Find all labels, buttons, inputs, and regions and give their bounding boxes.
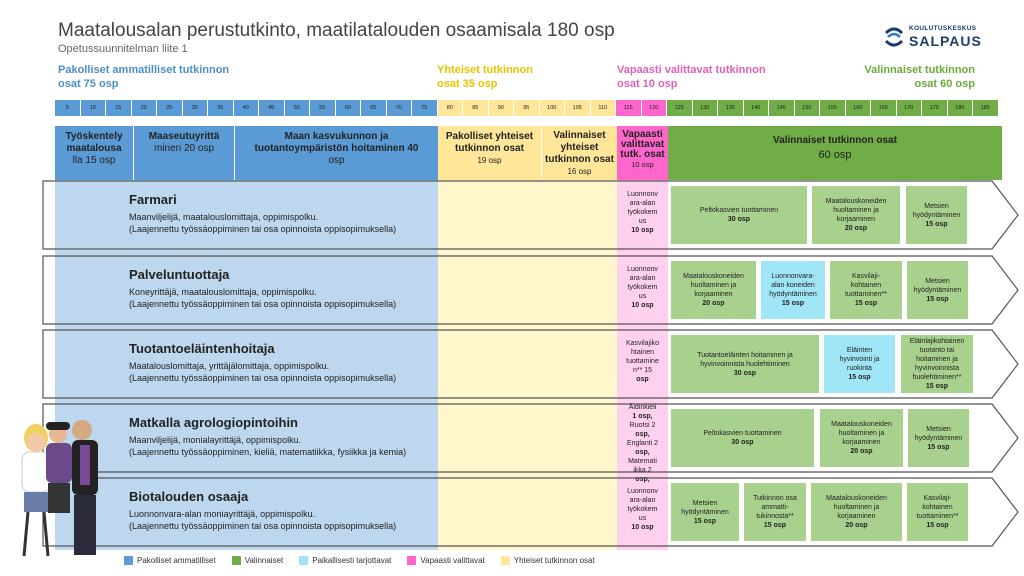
scale-tick: 145 [769, 100, 795, 116]
scale-tick: 105 [565, 100, 591, 116]
module-line: hoitaminen ja [916, 356, 958, 363]
module-line: korjaaminen [694, 291, 733, 298]
module-line: Äidinkieli [628, 404, 657, 411]
legend-optional [232, 556, 284, 565]
module-line: kohtainen [922, 504, 953, 511]
row-description: Maanviljelijä, maatalouslomittaja, oppimispolku. [129, 212, 319, 222]
header-maan-kasvukunto: Maan kasvukunnon ja tuotantoympäristön hoitaminen 40 osp [235, 126, 438, 180]
module-line: 15 osp [926, 295, 949, 303]
optional-module-box [670, 482, 740, 542]
module-line: Luonnonv [627, 266, 658, 273]
optional-module-box [670, 334, 820, 394]
page-subtitle: Opetussuunnitelman liite 1 [58, 43, 188, 55]
module-line: 15 osp [927, 443, 950, 451]
module-line: huolehtiminen** [912, 374, 962, 381]
module-line: Matemati [628, 458, 657, 465]
legend-label: Valinnaiset [244, 556, 284, 565]
scale-tick: 25 [157, 100, 183, 116]
row-title: Biotalouden osaaja [129, 489, 249, 504]
module-line: 15 osp [781, 300, 805, 307]
module-line: Peltokasvien tuottaminen [699, 207, 779, 214]
scale-tick: 180 [948, 100, 974, 116]
legend-label: Paikallisesti tarjottavat [312, 556, 392, 565]
module-line: Ruotsi 2 [629, 422, 656, 429]
row-title: Tuotantoeläintenhoitaja [129, 341, 275, 356]
module-line: osp, [635, 476, 650, 483]
scale-tick: 10 [81, 100, 107, 116]
scale-tick: 125 [667, 100, 693, 116]
module-line: työkokem [627, 209, 658, 216]
scale-tick: 80 [438, 100, 464, 116]
row-note: (Laajennettu työssäoppiminen tai osa opinnoista oppisopimuksella) [129, 521, 397, 531]
module-line: Eläinlajikohtainen [909, 338, 965, 345]
legend-swatch [299, 556, 308, 565]
logo-text-big: SALPAUS [909, 33, 982, 49]
module-line: Luonnonv [627, 191, 658, 198]
module-line: 1 osp, [632, 413, 653, 420]
module-line: Metsien [926, 425, 951, 433]
scale-tick: 160 [846, 100, 872, 116]
legend-swatch [124, 556, 133, 565]
module-line: 20 osp [845, 522, 868, 529]
module-line: 10 osp [631, 524, 654, 531]
scale-tick: 45 [259, 100, 285, 116]
module-line: tuottaminen** [844, 291, 888, 298]
scale-tick: 40 [234, 100, 260, 116]
scale-tick: 170 [897, 100, 923, 116]
credit-scale [55, 100, 999, 116]
module-line: 15 osp [925, 383, 949, 390]
module-line: Maatalouskoneiden [826, 495, 887, 502]
module-line: kohtainen [850, 282, 882, 289]
module-line: hyödyntäminen [914, 434, 963, 442]
module-line: us [638, 515, 647, 522]
module-line: hyvinvoinnista [915, 365, 959, 372]
row-note: (Laajennettu työssäoppiminen tai osa opinnoista oppisopimuksella) [129, 299, 397, 309]
scale-tick: 30 [183, 100, 209, 116]
module-line: 15 osp [848, 374, 871, 381]
scale-tick: 175 [922, 100, 948, 116]
module-line: us [638, 218, 647, 225]
header-maaseutuyrittaminen: Maaseutuyrittä minen 20 osp [134, 126, 234, 180]
module-line: 15 osp [925, 220, 948, 228]
optional-module-box [670, 260, 757, 320]
module-line: tuottamine [626, 358, 659, 365]
optional-module-box [670, 408, 815, 468]
header-valinnaiset-yhteiset: Valinnaiset yhteiset tutkinnon osat 16 osp [542, 126, 617, 180]
module-line: tuotanto tai [919, 347, 955, 354]
row-description: Luonnonvara-alan moniayrittäjä, oppimispolku. [129, 509, 316, 519]
category-free-choice: Vapaasti valittavat tutkinnon osat 10 osp [617, 64, 766, 90]
row-note: (Laajennettu työssäoppiminen tai osa opinnoista oppisopimuksella) [129, 373, 397, 383]
module-line: hyvinvointi ja [839, 356, 880, 363]
module-line: us [638, 293, 647, 300]
free-choice-module [617, 265, 668, 310]
scale-tick: 15 [106, 100, 132, 116]
module-line: 20 osp [850, 448, 873, 455]
optional-module-box [743, 482, 807, 542]
module-line: huoltaminen ja [833, 504, 880, 511]
module-line: hyödyntäminen [912, 211, 961, 219]
scale-tick: 100 [540, 100, 566, 116]
category-common: Yhteiset tutkinnon osat 35 osp [437, 64, 533, 90]
scale-tick: 60 [336, 100, 362, 116]
optional-module-box [819, 408, 904, 468]
module-line: hyödyntäminen [681, 508, 729, 516]
scale-tick: 140 [744, 100, 770, 116]
module-line: huoltaminen ja [838, 430, 885, 437]
module-line: ara-alan [629, 275, 656, 282]
optional-module-box [670, 185, 808, 245]
module-line: Kasvilajiko [625, 340, 660, 347]
module-line: 20 osp [844, 225, 868, 232]
legend-swatch [501, 556, 510, 565]
scale-tick: 20 [132, 100, 158, 116]
legend-label: Vapaasti valittavat [420, 556, 485, 565]
row-note: (Laajennettu työssäoppiminen tai osa opinnoista oppisopimuksella) [129, 224, 397, 234]
scale-tick: 5 [55, 100, 81, 116]
row-description: Maanviljelijä, monialayrittäjä, oppimispolku. [129, 435, 302, 445]
module-line: korjaaminen [842, 439, 881, 446]
header-pakolliset-yhteiset: Pakolliset yhteiset tutkinnon osat 19 osp [438, 126, 541, 180]
module-line: Luonnonvara- [771, 273, 815, 280]
optional-module-box [829, 260, 903, 320]
scale-tick: 135 [718, 100, 744, 116]
module-line: 30 osp [727, 216, 751, 223]
scale-tick: 50 [285, 100, 311, 116]
optional-module-box [760, 260, 826, 320]
module-line: n** 15 [632, 367, 653, 374]
free-choice-module [617, 403, 668, 484]
module-line: Metsien [924, 202, 949, 210]
category-mandatory: Pakolliset ammatilliset tutkinnon osat 75 osp [58, 64, 230, 90]
scale-tick: 55 [310, 100, 336, 116]
optional-module-box [907, 408, 970, 468]
module-line: työkokem [627, 284, 658, 291]
category-optional: Valinnaiset tutkinnon osat 60 osp [864, 64, 975, 90]
module-line: ruokinta [847, 365, 872, 372]
module-line: hyödyntäminen [769, 291, 817, 298]
legend-mandatory [124, 556, 216, 565]
scale-tick: 115 [616, 100, 642, 116]
module-line: Maatalouskoneiden [825, 198, 887, 205]
optional-module-box [810, 482, 903, 542]
scale-tick: 90 [489, 100, 515, 116]
module-line: ara-alan [629, 200, 656, 207]
scale-tick: 165 [871, 100, 897, 116]
module-line: Eläinten [846, 347, 873, 354]
logo-text-small: KOULUTUSKESKUS [909, 25, 977, 32]
scale-tick: 110 [591, 100, 617, 116]
module-line: Peltokasvien tuottaminen [703, 430, 782, 437]
module-line: Kasvilaji- [923, 495, 952, 502]
page-title: Maatalousalan perustutkinto, maatilatalouden osaamisala 180 osp [58, 20, 615, 41]
legend-swatch [407, 556, 416, 565]
module-line: 30 osp [733, 369, 757, 377]
legend-local [299, 556, 391, 565]
module-line: Luonnonv [627, 488, 658, 495]
row-title: Farmari [129, 192, 177, 207]
module-line: Tuotantoeläinten hoitaminen ja [697, 351, 793, 359]
module-line: alan koneiden [771, 282, 815, 289]
free-choice-module [617, 339, 668, 384]
scale-tick: 85 [463, 100, 489, 116]
students-illustration [8, 410, 108, 560]
header-vapaasti-valittavat: Vapaasti valittavat tutk. osat 10 osp [617, 126, 668, 180]
module-line: tukinnosta** [756, 513, 794, 520]
free-choice-module [617, 487, 668, 532]
module-line: hyvinvoinnista huolehtiminen [700, 360, 790, 368]
module-line: 10 osp [631, 227, 654, 234]
legend-label: Yhteiset tutkinnon osat [513, 556, 595, 565]
optional-module-box [905, 185, 968, 245]
legend-swatch [232, 556, 241, 565]
module-line: osp [636, 376, 649, 383]
optional-module-box [823, 334, 896, 394]
module-line: osp, [635, 431, 650, 438]
scale-tick: 95 [514, 100, 540, 116]
scale-tick: 155 [820, 100, 846, 116]
module-line: korjaaminen [837, 513, 876, 520]
module-line: Tutkinnon osa [753, 495, 797, 502]
scale-tick: 70 [387, 100, 413, 116]
row-description: Maatalouslomittaja, yrittäjälomittaja, oppimispolku. [129, 361, 330, 371]
module-line: huoltaminen ja [690, 282, 737, 289]
module-line: hyödyntäminen [913, 286, 962, 294]
module-line: 15 osp [854, 300, 878, 307]
module-line: korjaaminen [836, 216, 876, 223]
module-line: htainen [631, 349, 654, 356]
module-line: Englanti 2 [626, 440, 659, 447]
module-line: Kasvilaji- [851, 273, 880, 280]
module-line: huoltaminen ja [833, 207, 879, 214]
scale-tick: 35 [208, 100, 234, 116]
free-choice-module [617, 190, 668, 235]
module-line: työkokem [627, 506, 658, 513]
module-line: 30 osp [731, 439, 754, 446]
optional-module-box [906, 260, 969, 320]
module-line: 10 osp [631, 302, 654, 309]
module-line: 15 osp [926, 522, 949, 529]
header-tyoskentely: Työskentely maatalousa lla 15 osp [55, 126, 133, 180]
legend [124, 556, 601, 565]
students-photo [8, 410, 108, 560]
scale-tick: 150 [795, 100, 821, 116]
scale-tick: 65 [361, 100, 387, 116]
module-line: 15 osp [693, 517, 717, 525]
scale-tick: 120 [642, 100, 668, 116]
scale-tick: 185 [973, 100, 999, 116]
logo-icon [882, 25, 906, 49]
module-line: Maatalouskoneiden [831, 421, 892, 428]
module-line: osp, [635, 449, 650, 456]
header-valinnaiset: Valinnaiset tutkinnon osat 60 osp [668, 126, 1002, 180]
legend-label: Pakolliset ammatilliset [137, 556, 216, 565]
scale-tick: 75 [412, 100, 438, 116]
scale-tick: 130 [693, 100, 719, 116]
module-line: Maatalouskoneiden [683, 273, 744, 280]
module-line: Metsien [925, 277, 950, 285]
legend-free [407, 556, 484, 565]
optional-module-box [811, 185, 901, 245]
module-line: 15 osp [763, 522, 787, 529]
row-title: Matkalla agrologiopintoihin [129, 415, 298, 430]
row-description: Koneyrittäjä, maatalouslomittaja, oppimispolku. [129, 287, 317, 297]
row-title: Palveluntuottaja [129, 267, 230, 282]
legend-common [501, 556, 595, 565]
row-note: (Laajennettu työssäoppiminen, kieliä, matematiikka, fysiikka ja kemia) [129, 447, 407, 457]
optional-module-box [906, 482, 969, 542]
module-line: Metsien [692, 499, 718, 507]
module-line: ammatti- [761, 504, 789, 511]
module-line: tuottaminen** [916, 513, 959, 520]
salpaus-logo [882, 22, 982, 52]
module-line: ikka 2 [633, 467, 652, 474]
optional-module-box [900, 334, 974, 394]
module-line: ara-alan [629, 497, 656, 504]
module-line: 20 osp [702, 300, 725, 307]
